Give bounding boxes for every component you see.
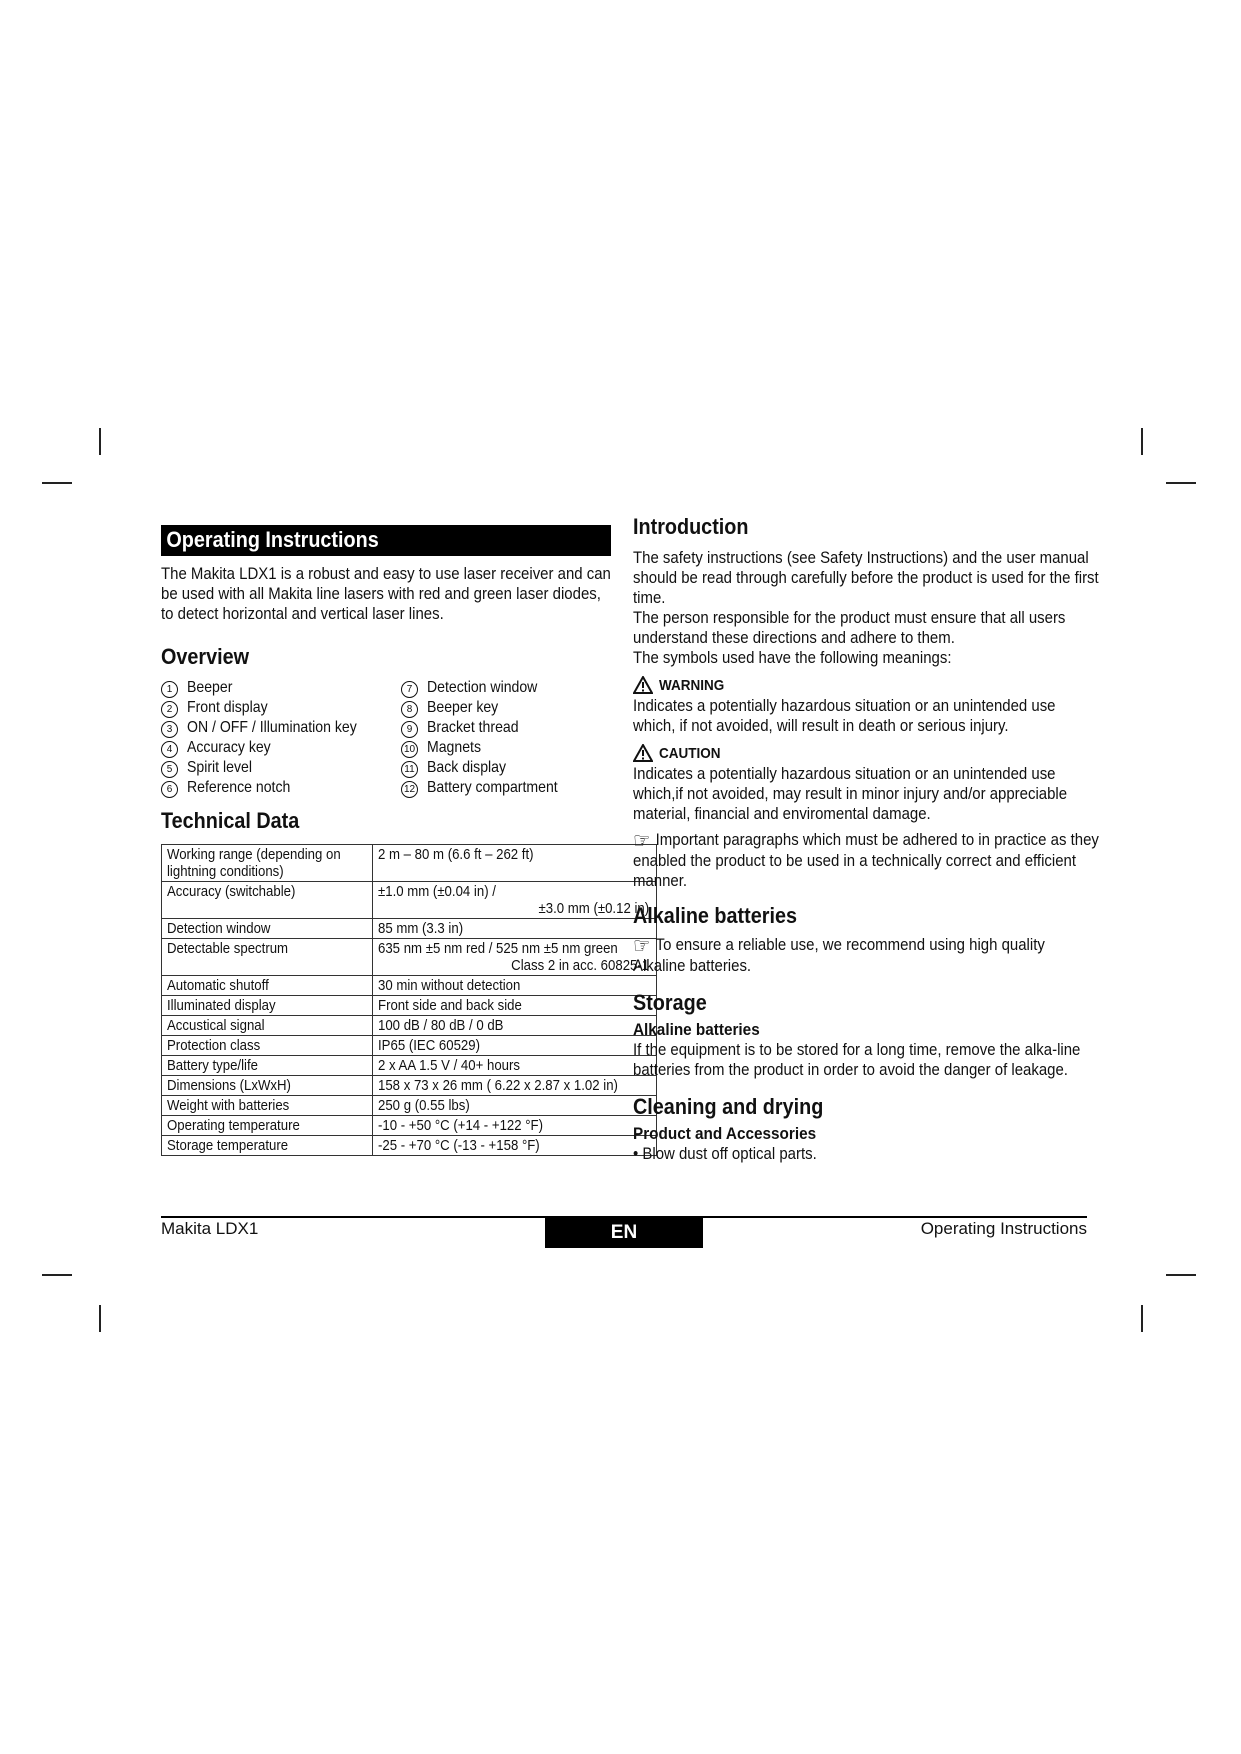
footer-product: Makita LDX1 <box>161 1219 259 1238</box>
callout-number: 12 <box>401 781 418 798</box>
cleaning-subheading: Product and Accessories <box>633 1124 817 1143</box>
table-row <box>162 1136 657 1156</box>
caution-text: Indicates a potentially hazardous situation or an unintended use which,if not avoided, may result in minor injury and/or appreciable material, financial and enviromental damage. <box>633 764 1068 823</box>
overview-item <box>401 718 616 738</box>
overview-item-label: Beeper key <box>427 699 499 716</box>
caution-label: CAUTION <box>659 744 721 762</box>
table-key: Detectable spectrum <box>167 940 289 957</box>
overview-item-label: Back display <box>427 759 507 776</box>
table-row <box>162 976 657 996</box>
overview-item-label: Front display <box>187 699 268 716</box>
table-key-cell <box>162 996 373 1016</box>
callout-number: 4 <box>161 741 178 758</box>
callout-number: 8 <box>401 701 418 718</box>
table-value: 2 m – 80 m (6.6 ft – 262 ft) <box>378 846 534 863</box>
storage-text: If the equipment is to be stored for a long time, remove the alka-line batteries from the product in order to avoid the danger of leakage. <box>633 1040 1081 1079</box>
crop-mark <box>1141 428 1143 455</box>
important-text: Important paragraphs which must be adhered to in practice as they enabled the product to be used in a technically correct and efficient manner. <box>633 830 1099 890</box>
table-key: Illuminated display <box>167 997 276 1014</box>
overview-list <box>161 678 616 798</box>
overview-item <box>161 738 401 758</box>
overview-item <box>401 778 616 798</box>
left-column <box>161 525 650 1156</box>
alkaline-heading: Alkaline batteries <box>633 903 797 928</box>
overview-item-label: Magnets <box>427 739 482 756</box>
table-value: 250 g (0.55 lbs) <box>378 1097 470 1114</box>
overview-item <box>161 698 401 718</box>
table-key: Detection window <box>167 920 271 937</box>
callout-number: 1 <box>161 681 178 698</box>
table-row <box>162 1056 657 1076</box>
overview-item-label: ON / OFF / Illumination key <box>187 719 357 736</box>
overview-item-label: Bracket thread <box>427 719 519 736</box>
section-banner: Operating Instructions <box>161 525 611 556</box>
overview-item <box>161 778 401 798</box>
technical-data-heading: Technical Data <box>161 808 300 833</box>
table-row <box>162 996 657 1016</box>
table-value-cell <box>373 1136 657 1156</box>
table-value-cell <box>373 1076 657 1096</box>
callout-number: 11 <box>401 761 418 778</box>
table-value: 100 dB / 80 dB / 0 dB <box>378 1017 504 1034</box>
table-value-cell <box>373 919 657 939</box>
table-row <box>162 845 657 882</box>
technical-data-table <box>161 844 657 1156</box>
intro-text-3: The symbols used have the following meanings: <box>633 648 952 667</box>
footer-language-badge: EN <box>545 1218 703 1248</box>
table-key-cell <box>162 1076 373 1096</box>
table-row <box>162 939 657 976</box>
table-row <box>162 919 657 939</box>
table-key-cell <box>162 1016 373 1036</box>
table-row <box>162 882 657 919</box>
crop-mark <box>1141 1305 1143 1332</box>
table-key-cell <box>162 1056 373 1076</box>
table-key-cell <box>162 882 373 919</box>
table-key-cell <box>162 976 373 996</box>
crop-mark <box>99 428 101 455</box>
table-key: Accuracy (switchable) <box>167 883 296 900</box>
caution-row <box>633 744 1103 762</box>
table-key: Protection class <box>167 1037 261 1054</box>
table-key-cell <box>162 1036 373 1056</box>
crop-mark <box>1166 1274 1196 1276</box>
crop-mark <box>42 1274 72 1276</box>
cleaning-text: • Blow dust off optical parts. <box>633 1144 817 1163</box>
callout-number: 6 <box>161 781 178 798</box>
introduction-heading: Introduction <box>633 514 749 539</box>
table-key-cell <box>162 919 373 939</box>
crop-mark <box>99 1305 101 1332</box>
table-key-cell <box>162 1116 373 1136</box>
table-key-cell <box>162 1096 373 1116</box>
table-value: IP65 (IEC 60529) <box>378 1037 480 1054</box>
overview-item-label: Spirit level <box>187 759 252 776</box>
table-value-cell <box>373 1036 657 1056</box>
table-row <box>162 1096 657 1116</box>
intro-text-2: The person responsible for the product must ensure that all users understand these directions and adhere to them. <box>633 608 1066 647</box>
storage-heading: Storage <box>633 990 707 1015</box>
crop-mark <box>42 482 72 484</box>
callout-number: 9 <box>401 721 418 738</box>
table-row <box>162 1016 657 1036</box>
overview-item <box>401 738 616 758</box>
pointing-hand-icon: ☞ <box>633 828 651 853</box>
table-value-continued: ±3.0 mm (±0.12 in) <box>538 900 650 917</box>
table-value: -10 - +50 °C (+14 - +122 °F) <box>378 1117 543 1134</box>
callout-number: 5 <box>161 761 178 778</box>
table-value-cell <box>373 976 657 996</box>
table-value-cell <box>373 939 657 976</box>
table-value-cell <box>373 1096 657 1116</box>
table-value: -25 - +70 °C (-13 - +158 °F) <box>378 1137 540 1154</box>
warning-text: Indicates a potentially hazardous situation or an unintended use which, if not avoided, will result in death or serious injury. <box>633 696 1056 735</box>
warning-row <box>633 676 1103 694</box>
overview-item-label: Detection window <box>427 679 538 696</box>
cleaning-heading: Cleaning and drying <box>633 1094 824 1119</box>
table-value: Front side and back side <box>378 997 522 1014</box>
storage-subheading: Alkaline batteries <box>633 1020 760 1039</box>
table-key: Operating temperature <box>167 1117 300 1134</box>
warning-triangle-icon <box>633 676 653 694</box>
overview-item-label: Beeper <box>187 679 233 696</box>
table-value: 85 mm (3.3 in) <box>378 920 464 937</box>
table-key-cell <box>162 845 373 882</box>
footer-doc-title: Operating Instructions <box>920 1219 1087 1238</box>
table-key-cell <box>162 1136 373 1156</box>
callout-number: 2 <box>161 701 178 718</box>
overview-item <box>161 718 401 738</box>
table-value-cell <box>373 845 657 882</box>
callout-number: 7 <box>401 681 418 698</box>
table-key: Battery type/life <box>167 1057 258 1074</box>
callout-number: 3 <box>161 721 178 738</box>
table-value-continued: Class 2 in acc. 60825-1 <box>511 957 650 974</box>
table-value: 158 x 73 x 26 mm ( 6.22 x 2.87 x 1.02 in) <box>378 1077 618 1094</box>
crop-mark <box>1166 482 1196 484</box>
table-value-cell <box>373 1016 657 1036</box>
table-value: 30 min without detection <box>378 977 521 994</box>
table-value-cell <box>373 1056 657 1076</box>
overview-item <box>161 758 401 778</box>
intro-paragraph: The Makita LDX1 is a robust and easy to use laser receiver and can be used with all Makita line lasers with red and green laser diodes, to detect horizontal and vertical laser lines. <box>161 564 611 623</box>
overview-item-label: Battery compartment <box>427 779 558 796</box>
overview-item-label: Reference notch <box>187 779 291 796</box>
right-column <box>633 514 1103 1164</box>
table-key: Accustical signal <box>167 1017 265 1034</box>
overview-heading: Overview <box>161 644 250 669</box>
caution-triangle-icon <box>633 744 653 762</box>
table-value: 2 x AA 1.5 V / 40+ hours <box>378 1057 521 1074</box>
alkaline-text: To ensure a reliable use, we recommend using high quality Alkaline batteries. <box>633 935 1045 975</box>
table-value: ±1.0 mm (±0.04 in) / <box>378 883 496 900</box>
table-key: Weight with batteries <box>167 1097 290 1114</box>
warning-label: WARNING <box>659 676 725 694</box>
table-value-cell <box>373 882 657 919</box>
overview-item <box>401 678 616 698</box>
table-row <box>162 1036 657 1056</box>
table-value-cell <box>373 996 657 1016</box>
table-key: Dimensions (LxWxH) <box>167 1077 291 1094</box>
overview-item <box>401 698 616 718</box>
callout-number: 10 <box>401 741 418 758</box>
pointing-hand-icon: ☞ <box>633 933 651 958</box>
table-key: Automatic shutoff <box>167 977 269 994</box>
intro-text-1: The safety instructions (see Safety Instructions) and the user manual should be read through carefully before the product is used for the first time. <box>633 548 1099 607</box>
table-key: Working range (depending on lightning conditions) <box>167 846 341 880</box>
table-row <box>162 1116 657 1136</box>
overview-item <box>401 758 616 778</box>
overview-item-label: Accuracy key <box>187 739 271 756</box>
table-value: 635 nm ±5 nm red / 525 nm ±5 nm green <box>378 940 618 957</box>
table-value-cell <box>373 1116 657 1136</box>
overview-item <box>161 678 401 698</box>
table-row <box>162 1076 657 1096</box>
table-key-cell <box>162 939 373 976</box>
table-key: Storage temperature <box>167 1137 289 1154</box>
